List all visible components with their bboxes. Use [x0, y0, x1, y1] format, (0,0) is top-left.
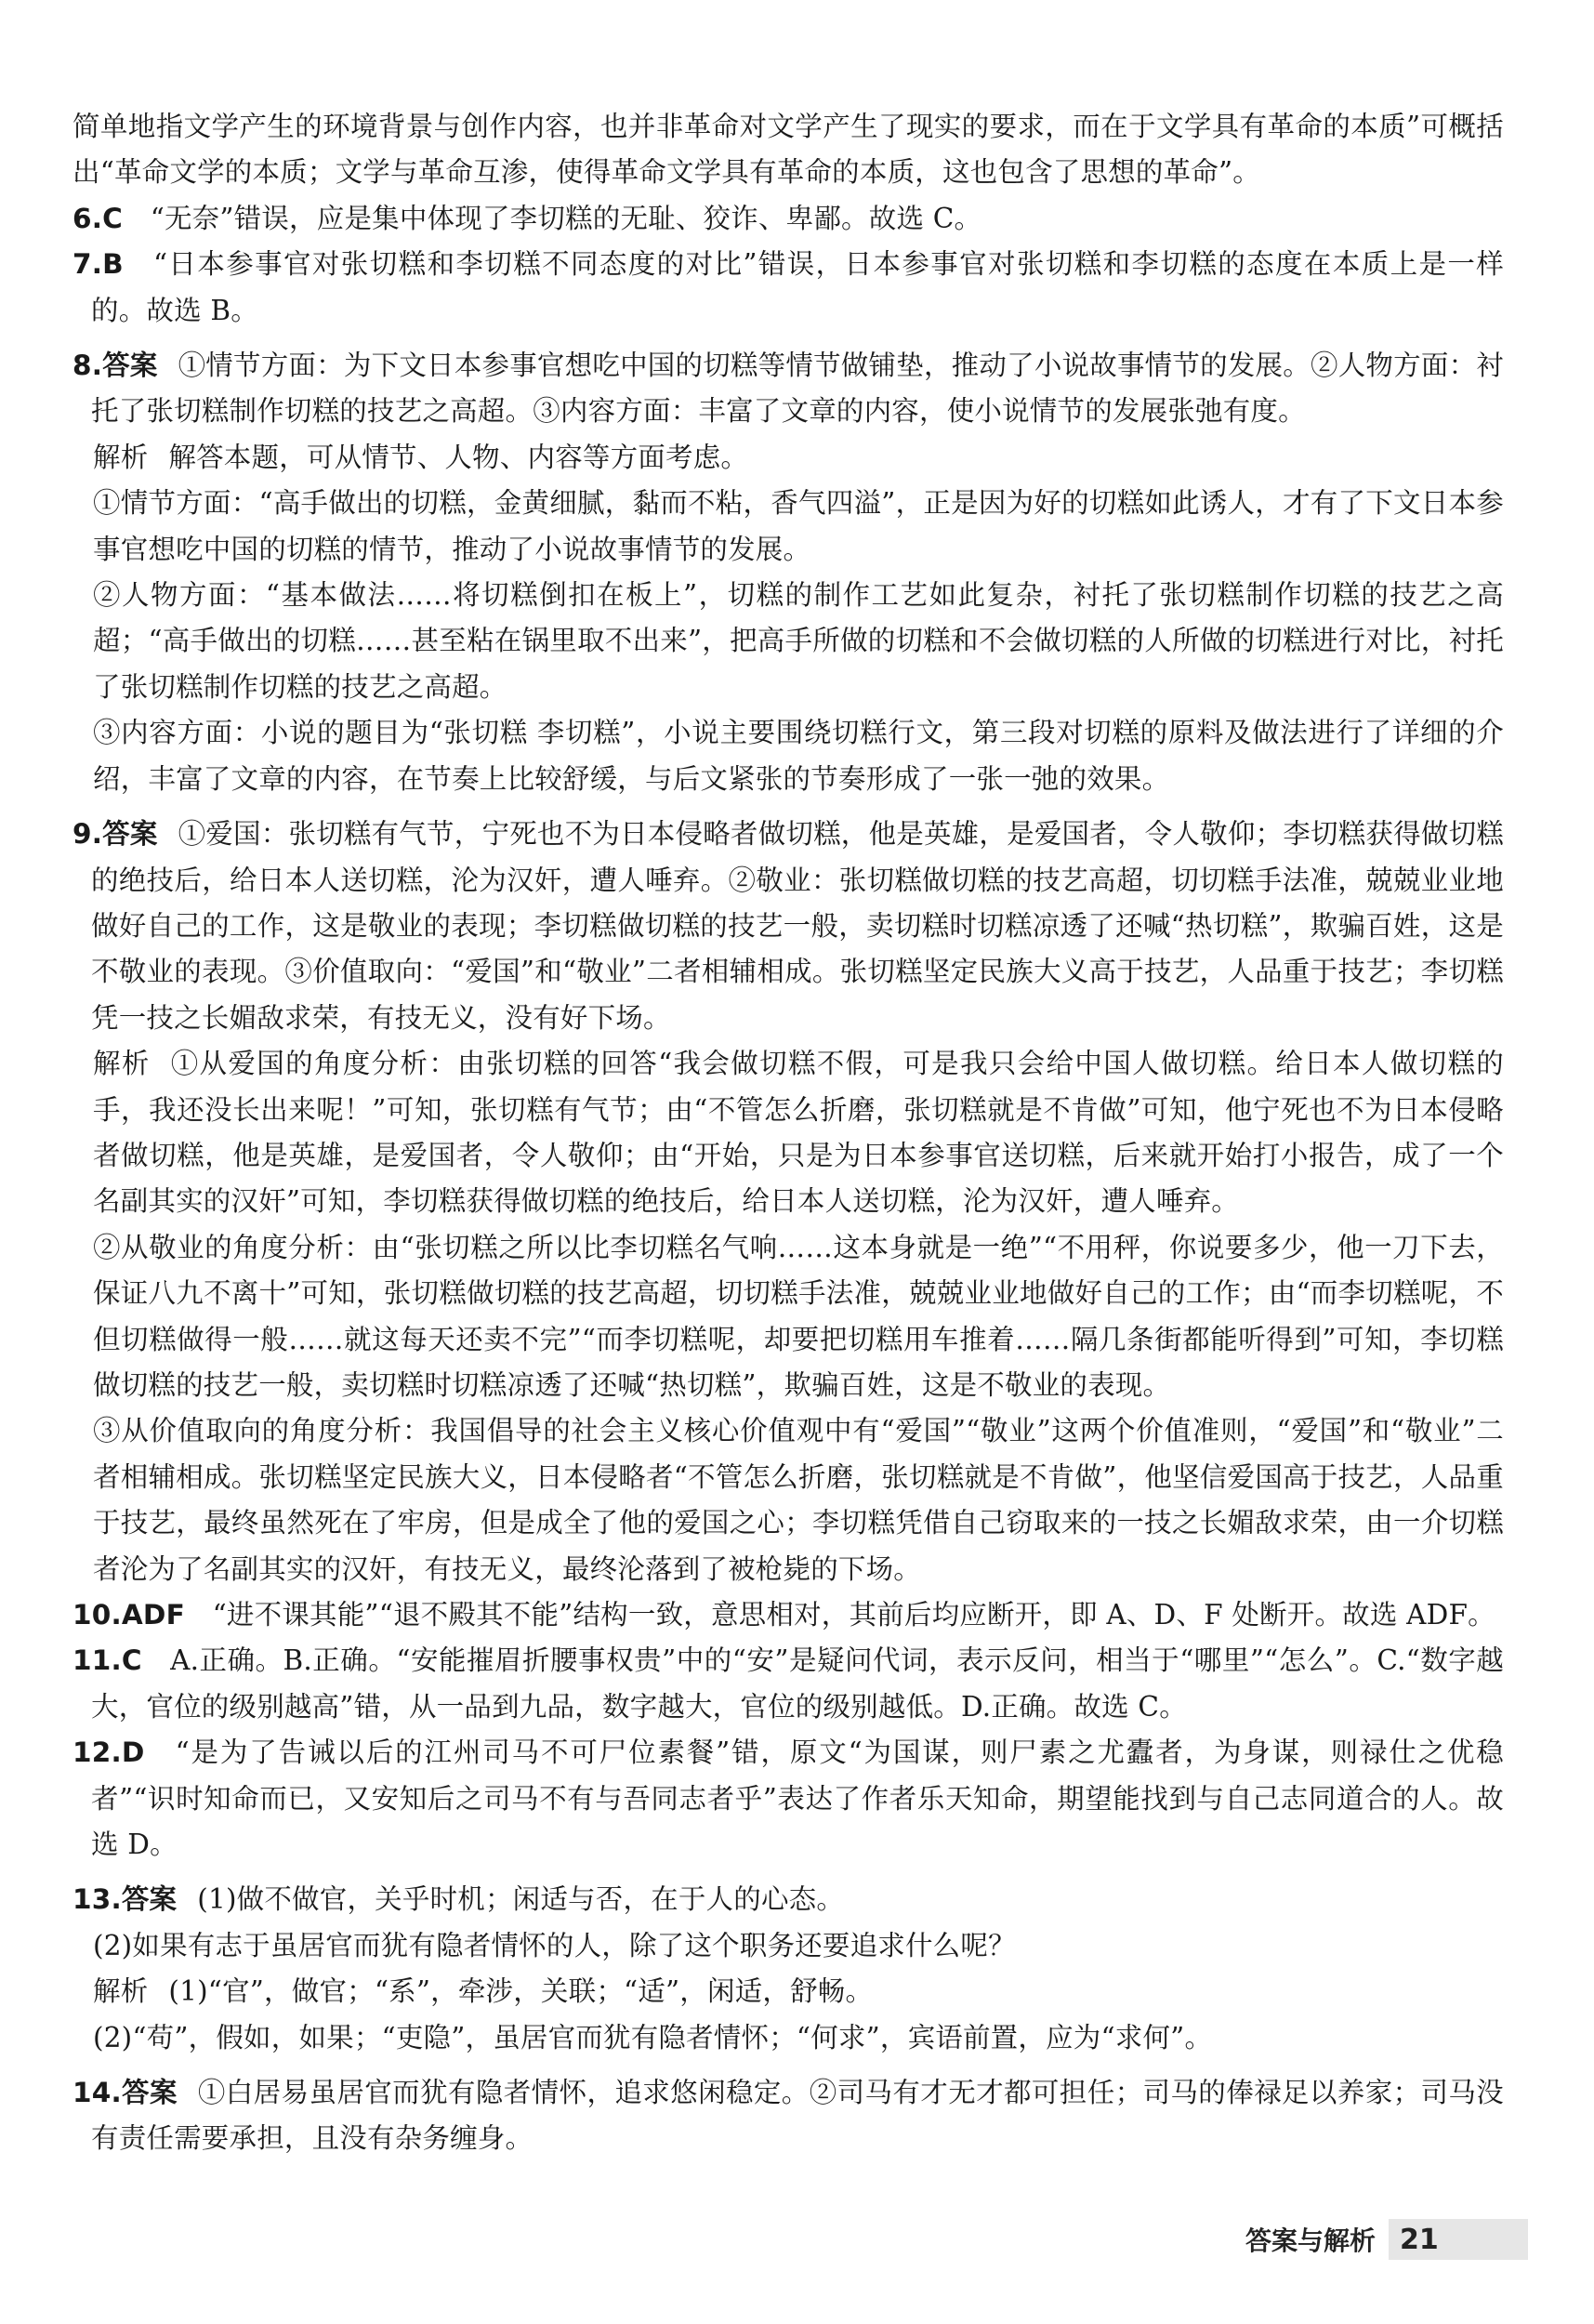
page-number-box: [1389, 2219, 1528, 2260]
item-text: ①情节方面：“高手做出的切糕，金黄细腻，黏而不粘，香气四溢”，正是因为好的切糕如此诱人，才有了下文日本参事官想吃中国的切糕的情节，推动了小说故事情节的发展。: [93, 487, 1504, 565]
analysis-13-part-1: [72, 1969, 1504, 2014]
item-text: “日本参事官对张切糕和李切糕不同态度的对比”错误，日本参事官对张切糕和李切糕的态度在本质上是一样的。故选 B。: [91, 248, 1505, 326]
analysis-9-point-3: [72, 1408, 1504, 1592]
analysis-9-point-2: [72, 1225, 1504, 1409]
item-text: (2)“苟”，假如，如果；“吏隐”，虽居官而犹有隐者情怀；“何求”，宾语前置，应为“求何”。: [93, 2021, 1213, 2053]
answer-13-part-2: [72, 1923, 1504, 1969]
answer-item-11: [72, 1638, 1504, 1730]
item-text: ①爱国：张切糕有气节，宁死也不为日本侵略者做切糕，他是英雄，是爱国者，令人敬仰；李切糕获得做切糕的绝技后，给日本人送切糕，沦为汉奸，遭人唾弃。②敬业：张切糕做切糕的技艺高超，切切糕手法准，兢兢业业地做好自己的工作，这是敬业的表现；李切糕做切糕的技艺一般，卖切糕时切糕凉透了还喊“热切糕”，欺骗百姓，这是不敬业的表现。③价值取向：“爱国”和“敬业”二者相辅相成。张切糕坚定民族大义高于技艺，人品重于技艺；李切糕凭一技之长媚敌求荣，有技无义，没有好下场。: [91, 818, 1504, 1034]
item-number: 13.: [72, 1883, 122, 1916]
answer-item-10: [72, 1592, 1504, 1638]
analysis-tag: 解析: [93, 441, 149, 473]
item-text: ②从敬业的角度分析：由“张切糕之所以比李切糕名气响……这本身就是一绝”“不用秤，你说要多少，他一刀下去，保证八九不离十”可知，张切糕做切糕的技艺高超，切切糕手法准，兢兢业业地做好自己的工作；由“而李切糕呢，不但切糕做得一般……就这每天还卖不完”“而李切糕呢，却要把切糕用车推着……隔几条街都能听得到”可知，李切糕做切糕的技艺一般，卖切糕时切糕凉透了还喊“热切糕”，欺骗百姓，这是不敬业的表现。: [93, 1231, 1504, 1401]
answer-item-6: [72, 196, 1504, 242]
answer-tag: 答案: [102, 350, 158, 382]
footer-section-label: 答案与解析: [1245, 2225, 1377, 2256]
item-text: (2)如果有志于虽居官而犹有隐者情怀的人，除了这个职务还要追求什么呢？: [93, 1929, 1016, 1961]
item-number: 10.ADF: [72, 1599, 185, 1631]
item-text: “进不课其能”“退不殿其不能”结构一致，意思相对，其前后均应断开，即 A、D、F 处断开。故选 ADF。: [212, 1599, 1495, 1631]
page-footer: [1245, 2217, 1561, 2262]
item-text: ①情节方面：为下文日本参事官想吃中国的切糕等情节做铺垫，推动了小说故事情节的发展。②人物方面：衬托了张切糕制作切糕的技艺之高超。③内容方面：丰富了文章的内容，使小说情节的发展张弛有度。: [91, 350, 1504, 428]
item-text: ③从价值取向的角度分析：我国倡导的社会主义核心价值观中有“爱国”“敬业”这两个价值准则，“爱国”和“敬业”二者相辅相成。张切糕坚定民族大义，日本侵略者“不管怎么折磨，张切糕就是不肯做”，他坚信爱国高于技艺，人品重于技艺，最终虽然死在了牢房，但是成全了他的爱国之心；李切糕凭借自己窃取来的一技之长媚敌求荣，由一介切糕者沦为了名副其实的汉奸，有技无义，最终沦落到了被枪毙的下场。: [93, 1415, 1504, 1585]
item-number: 7.B: [72, 248, 124, 281]
answer-item-12: [72, 1730, 1504, 1868]
analysis-8-intro: [72, 435, 1504, 481]
analysis-9-point-1: [72, 1041, 1504, 1225]
answer-item-14: [72, 2070, 1504, 2162]
item-text: “无奈”错误，应是集中体现了李切糕的无耻、狡诈、卑鄙。故选 C。: [150, 202, 982, 234]
item-text: (1)“官”，做官；“系”，牵涉，关联；“适”，闲适，舒畅。: [168, 1975, 874, 2008]
item-text: ①从爱国的角度分析：由张切糕的回答“我会做切糕不假，可是我只会给中国人做切糕。给日本人做切糕的手，我还没长出来呢！”可知，张切糕有气节；由“不管怎么折磨，张切糕就是不肯做”可知，他宁死也不为日本侵略者做切糕，他是英雄，是爱国者，令人敬仰；由“开始，只是为日本参事官送切糕，后来就开始打小报告，成了一个名副其实的汉奸”可知，李切糕获得做切糕的绝技后，给日本人送切糕，沦为汉奸，遭人唾弃。: [93, 1048, 1504, 1218]
answer-item-8: [72, 343, 1504, 435]
analysis-8-point-1: [72, 481, 1504, 573]
item-text: ③内容方面：小说的题目为“张切糕 李切糕”，小说主要围绕切糕行文，第三段对切糕的原料及做法进行了详细的介绍，丰富了文章的内容，在节奏上比较舒缓，与后文紧张的节奏形成了一张一弛的效果。: [93, 717, 1504, 795]
item-text: 解答本题，可从情节、人物、内容等方面考虑。: [168, 441, 749, 473]
paragraph-continued: [72, 104, 1504, 196]
item-number: 9.: [72, 818, 103, 851]
answer-item-13: [72, 1877, 1504, 1922]
answer-item-7: [72, 242, 1504, 334]
item-number: 6.C: [72, 202, 123, 234]
answer-tag: 答案: [121, 1883, 178, 1916]
paragraph-text: 简单地指文学产生的环境背景与创作内容，也并非革命对文学产生了现实的要求，而在于文学具有革命的本质”可概括出“革命文学的本质；文学与革命互渗，使得革命文学具有革命的本质，这也包含了思想的革命”。: [72, 111, 1504, 189]
analysis-8-point-3: [72, 710, 1504, 802]
analysis-tag: 解析: [93, 1048, 151, 1080]
analysis-13-part-2: [72, 2015, 1504, 2061]
item-text: A.正确。B.正确。“安能摧眉折腰事权贵”中的“安”是疑问代词，表示反问，相当于“哪里”“怎么”。C.“数字越大，官位的级别越高”错，从一品到九品，数字越大，官位的级别越低。D.正确。故选 C。: [91, 1644, 1504, 1723]
analysis-8-point-2: [72, 573, 1504, 710]
answer-tag: 答案: [102, 818, 158, 851]
item-text: “是为了告诫以后的江州司马不可尸位素餐”错，原文“为国谋，则尸素之尤蠹者，为身谋，则禄仕之优稳者”“识时知命而已，又安知后之司马不有与吾同志者乎”表达了作者乐天知命，期望能找到与自己志同道合的人。故选 D。: [91, 1736, 1504, 1861]
analysis-tag: 解析: [93, 1975, 149, 2008]
answer-content: [72, 104, 1504, 2162]
page-number: 21: [1400, 2223, 1439, 2256]
item-number: 12.D: [72, 1736, 145, 1769]
answer-tag: 答案: [121, 2077, 178, 2109]
item-number: 11.C: [72, 1644, 142, 1677]
item-number: 14.: [72, 2077, 122, 2109]
item-text: ②人物方面：“基本做法……将切糕倒扣在板上”，切糕的制作工艺如此复杂，衬托了张切糕制作切糕的技艺之高超；“高手做出的切糕……甚至粘在锅里取不出来”，把高手所做的切糕和不会做切糕的人所做的切糕进行对比，衬托了张切糕制作切糕的技艺之高超。: [93, 579, 1504, 703]
answer-item-9: [72, 812, 1504, 1041]
item-number: 8.: [72, 350, 103, 382]
item-text: (1)做不做官，关乎时机；闲适与否，在于人的心态。: [197, 1883, 845, 1916]
item-text: ①白居易虽居官而犹有隐者情怀，追求悠闲稳定。②司马有才无才都可担任；司马的俸禄足以养家；司马没有责任需要承担，且没有杂务缠身。: [91, 2077, 1505, 2155]
